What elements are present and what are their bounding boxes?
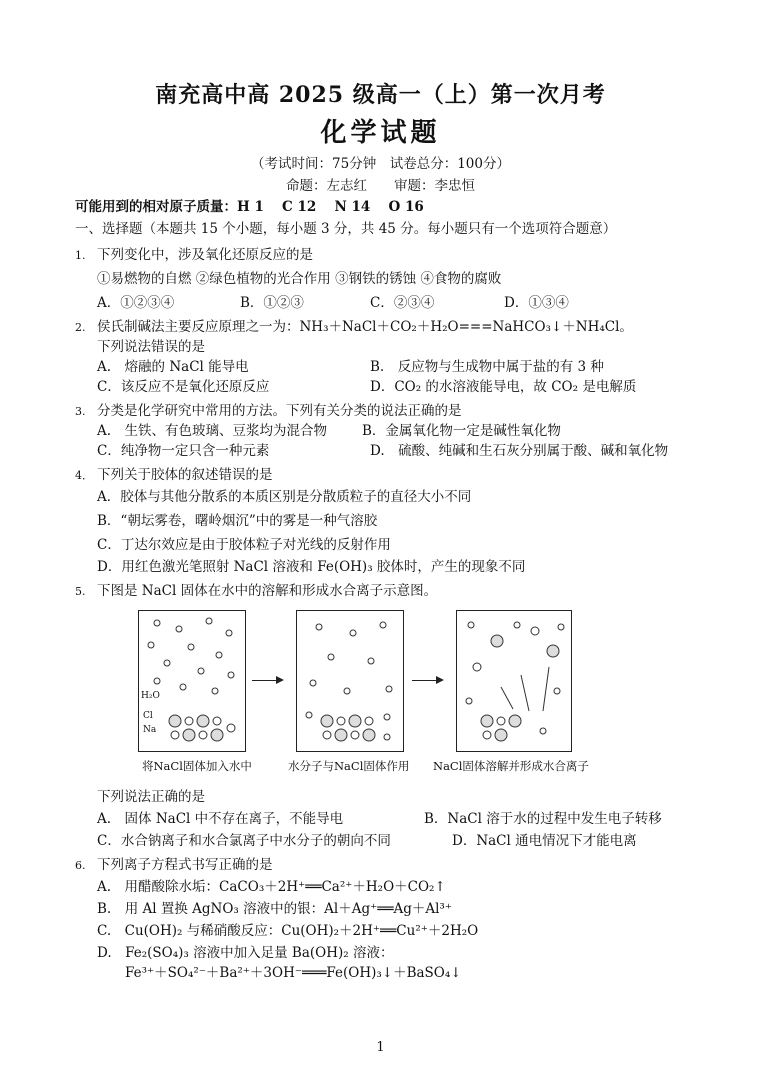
question-4-option-b: B．“朝坛雾卷，曙岭烟沉”中的雾是一种气溶胶 xyxy=(97,513,378,529)
question-number: 1. xyxy=(75,249,86,262)
question-1-option-a: A．①②③④ xyxy=(97,295,175,311)
question-2-option-b: B. 反应物与生成物中属于盐的有 3 种 xyxy=(370,359,604,375)
question-2-option-c: C．该反应不是氧化还原反应 xyxy=(97,379,270,395)
question-4-option-c: C．丁达尔效应是由于胶体粒子对光线的反射作用 xyxy=(97,537,391,553)
stem-text: 下图是 NaCl 固体在水中的溶解和形成水合离子示意图。 xyxy=(97,583,438,599)
question-3-stem xyxy=(75,402,462,421)
question-5-stem xyxy=(75,582,437,601)
stem-text: 侯氏制碱法主要反应原理之一为：NH₃＋NaCl＋CO₂＋H₂O===NaHCO₃↓＋NH₄Cl。 xyxy=(97,319,633,335)
page-title-line2: 化学试题 xyxy=(320,118,441,148)
question-1-stem xyxy=(75,246,313,265)
question-number: 2. xyxy=(75,321,86,334)
section-heading: 一、选择题（本题共 15 个小题，每小题 3 分，共 45 分。每小题只有一个选项符合题意） xyxy=(75,221,617,237)
question-6-option-d-line2: Fe³⁺＋SO₄²⁻＋Ba²⁺＋3OH⁻═══Fe(OH)₃↓＋BaSO₄↓ xyxy=(125,965,462,981)
question-3-option-a: A. 生铁、有色玻璃、豆浆均为混合物 xyxy=(97,423,328,439)
arrow-1 xyxy=(252,680,282,681)
stem-text: 下列变化中，涉及氧化还原反应的是 xyxy=(97,247,313,263)
question-6-option-d-line1: D. Fe₂(SO₄)₃ 溶液中加入足量 Ba(OH)₂ 溶液： xyxy=(97,945,394,961)
nacl-dissolution-figure xyxy=(138,610,574,750)
question-5-option-a: A. 固体 NaCl 中不存在离子，不能导电 xyxy=(97,811,344,827)
question-4-option-a: A．胶体与其他分散系的本质区别是分散质粒子的直径大小不同 xyxy=(97,489,472,505)
question-3-option-c: C．纯净物一定只含一种元素 xyxy=(97,443,270,459)
stem-text: 下列关于胶体的叙述错误的是 xyxy=(97,467,273,483)
question-6-option-a: A. 用醋酸除水垢：CaCO₃＋2H⁺══Ca²⁺＋H₂O＋CO₂↑ xyxy=(97,879,446,895)
question-2-option-a: A. 熔融的 NaCl 能导电 xyxy=(97,359,249,375)
question-number: 4． xyxy=(75,469,93,482)
question-1-option-c: C．②③④ xyxy=(370,295,435,311)
figure-caption-2: 水分子与NaCl固体作用 xyxy=(288,759,410,773)
question-number: 3. xyxy=(75,405,86,418)
question-3-option-b: B．金属氧化物一定是碱性氧化物 xyxy=(362,423,561,439)
question-5-stem2: 下列说法正确的是 xyxy=(97,789,205,805)
question-number: 5. xyxy=(75,585,86,598)
beaker-1 xyxy=(138,610,246,752)
question-3-option-d: D. 硫酸、纯碱和生石灰分别属于酸、碱和氧化物 xyxy=(370,443,669,459)
label-na: Na xyxy=(143,725,157,735)
beaker-2 xyxy=(296,610,404,752)
question-6-option-b: B. 用 Al 置换 AgNO₃ 溶液中的银：Al＋Ag⁺══Ag＋Al³⁺ xyxy=(97,901,452,917)
beaker-2-drawing xyxy=(297,611,403,751)
question-2-stem2: 下列说法错误的是 xyxy=(97,339,205,355)
atomic-masses: 可能用到的相对原子质量：H 1 C 12 N 14 O 16 xyxy=(75,199,424,215)
figure-caption-1: 将NaCl固体加入水中 xyxy=(142,759,252,773)
question-number: 6. xyxy=(75,859,86,872)
beaker-3 xyxy=(456,610,572,752)
question-4-stem xyxy=(75,466,273,485)
figure-caption-3: NaCl固体溶解并形成水合离子 xyxy=(433,759,589,773)
authors: 命题：左志红 审题：李忠恒 xyxy=(286,178,475,194)
question-5-option-c: C．水合钠离子和水合氯离子中水分子的朝向不同 xyxy=(97,833,391,849)
beaker-3-drawing xyxy=(457,611,571,751)
label-cl: Cl xyxy=(143,711,153,721)
stem-text: 分类是化学研究中常用的方法。下列有关分类的说法正确的是 xyxy=(97,403,462,419)
arrow-2 xyxy=(412,680,442,681)
exam-info: （考试时间：75分钟 试卷总分：100分） xyxy=(251,156,510,172)
question-1-option-b: B．①②③ xyxy=(240,295,304,311)
question-1-option-d: D．①③④ xyxy=(504,295,569,311)
label-h2o: H₂O xyxy=(141,691,160,701)
question-2-option-d: D．CO₂ 的水溶液能导电，故 CO₂ 是电解质 xyxy=(370,379,637,395)
page-title-line1: 南充高中高 2025 级高一（上）第一次月考 xyxy=(155,82,606,108)
question-4-option-d: D．用红色激光笔照射 NaCl 溶液和 Fe(OH)₃ 胶体时，产生的现象不同 xyxy=(97,559,526,575)
question-1-items: ①易燃物的自燃 ②绿色植物的光合作用 ③钢铁的锈蚀 ④食物的腐败 xyxy=(97,271,502,287)
question-6-stem xyxy=(75,856,273,875)
stem-text: 下列离子方程式书写正确的是 xyxy=(97,857,273,873)
page-number: 1 xyxy=(376,1040,385,1055)
question-5-option-d: D．NaCl 通电情况下才能电离 xyxy=(452,833,637,849)
question-2-stem xyxy=(75,318,633,337)
question-6-option-c: C. Cu(OH)₂ 与稀硝酸反应：Cu(OH)₂＋2H⁺══Cu²⁺＋2H₂O xyxy=(97,923,479,939)
question-5-option-b: B．NaCl 溶于水的过程中发生电子转移 xyxy=(424,811,662,827)
